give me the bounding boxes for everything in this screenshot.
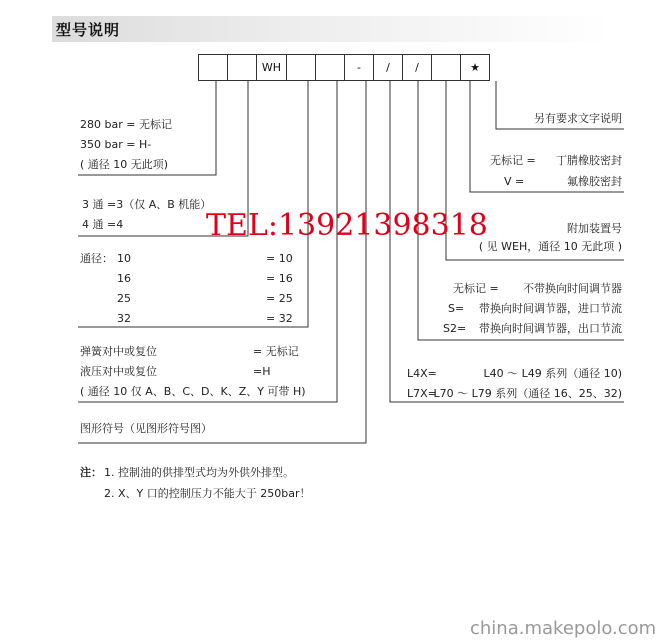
phone-watermark: TEL:13921398318 [206,208,488,243]
site-watermark: china.makepolo.com [470,618,657,639]
aux-note: ( 见 WEH，通径 10 无此项 ) [478,240,622,253]
size-code-25: = 25 [266,292,293,305]
pressure-note: ( 通径 10 无此项) [80,158,169,171]
centering-note: ( 通径 10 仅 A、B、C、D、K、Z、Y 可带 H) [80,385,306,398]
code-box-wh: WH [256,54,287,81]
code-box-slash-1: / [373,54,403,81]
seal-key-v: V = [504,175,525,188]
size-code-32: = 32 [266,312,293,325]
size-value-10: 10 [117,252,131,265]
note-2: 2. X、Y 口的控制压力不能大于 250bar！ [104,487,311,500]
centering-hydraulic-code: =H [253,365,271,378]
timing-s2: 带换向时间调节器，出口节流 [479,322,622,335]
series-l7x: L70 ～ L79 系列（通径 16、25、32) [433,387,622,400]
seal-nbr: 丁腈橡胶密封 [556,154,622,167]
timing-none: 不带换向时间调节器 [523,282,622,295]
note-1: 1. 控制油的供排型式均为外供外排型。 [104,466,294,479]
code-box-star: ★ [460,54,490,81]
series-l4x: L40 ～ L49 系列（通径 10) [483,367,622,380]
code-box-dash: - [344,54,374,81]
code-box-slash-2: / [402,54,432,81]
size-value-32: 32 [117,312,131,325]
notes-label: 注： [80,466,102,479]
size-value-25: 25 [117,292,131,305]
size-value-16: 16 [117,272,131,285]
size-code-10: = 10 [266,252,293,265]
ways-3: 3 通 =3（仅 A、B 机能） [82,198,212,211]
centering-spring: 弹簧对中或复位 [80,345,157,358]
centering-hydraulic: 液压对中或复位 [80,365,157,378]
pressure-280: 280 bar = 无标记 [80,118,172,131]
centering-spring-code: = 无标记 [253,345,299,358]
series-key-l7x: L7X= [407,387,437,400]
pressure-350: 350 bar = H- [80,138,152,151]
size-label: 通径： [80,252,113,265]
symbol-label: 图形符号（见图形符号图） [80,422,212,435]
extra-requirements: 另有要求文字说明 [534,112,622,125]
aux-device: 附加装置号 [567,222,622,235]
page-title: 型号说明 [56,21,121,39]
seal-key-none: 无标记 = [490,154,536,167]
timing-key-s2: S2= [443,322,467,335]
timing-s: 带换向时间调节器，进口节流 [479,302,622,315]
timing-key-none: 无标记 = [453,282,499,295]
series-key-l4x: L4X= [407,367,437,380]
timing-key-s: S= [448,302,465,315]
seal-fkm: 氟橡胶密封 [567,175,622,188]
ways-4: 4 通 =4 [82,218,124,231]
size-code-16: = 16 [266,272,293,285]
